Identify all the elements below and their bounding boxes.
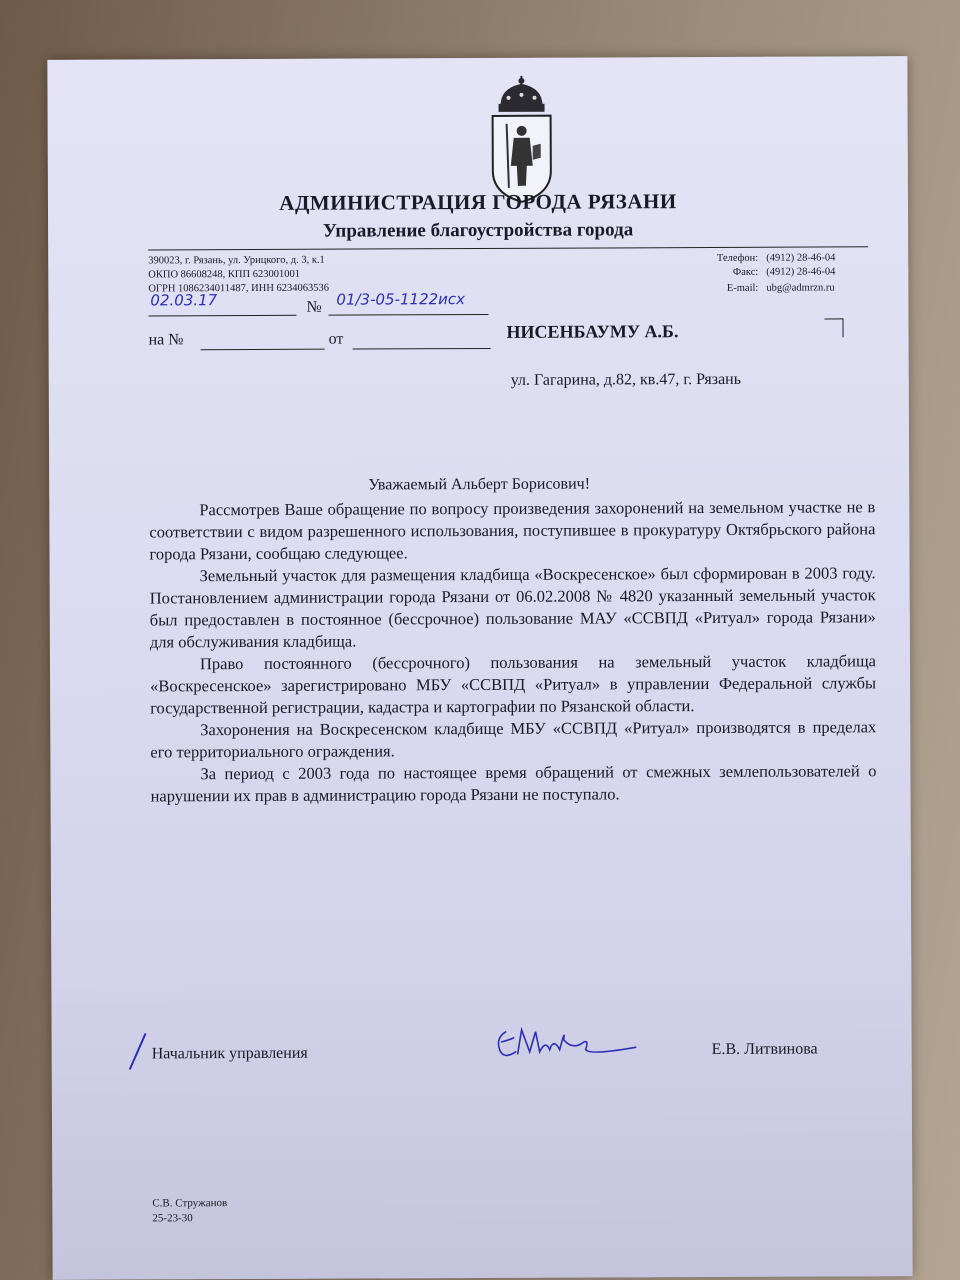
letter-sheet [47, 56, 912, 1280]
executor-phone: 25-23-30 [152, 1212, 193, 1225]
letter-paragraph: За период с 2003 года по настоящее время обращений от смежных землепользователей о нарушении их прав в администрацию города Рязани не поступало. [150, 761, 877, 806]
letter-greeting: Уважаемый Альберт Борисович! [368, 475, 591, 494]
letter-paragraph: Захоронения на Воскресенском кладбище МБУ «ССВПД «Ритуал» производятся в пределах его территориального ограждения. [150, 717, 877, 762]
letter-body [149, 496, 876, 807]
signatory-title: Начальник управления [151, 1044, 308, 1063]
ref-from-underline [353, 348, 491, 350]
email-label: E-mail: [726, 282, 759, 294]
handwritten-signature-icon [490, 1019, 640, 1065]
phone-value: (4912) 28-46-04 [766, 252, 836, 264]
fax-value: (4912) 28-46-04 [766, 266, 836, 278]
org-okpo-kpp: ОКПО 86608248, КПП 623001001 [148, 268, 300, 281]
signatory-name: Е.В. Литвинова [711, 1040, 818, 1058]
recipient-corner-bracket [824, 318, 843, 337]
org-title: АДМИНИСТРАЦИЯ ГОРОДА РЯЗАНИ [279, 189, 677, 215]
letter-paragraph: Земельный участок для размещения кладбища «Воскресенское» был сформирован в 2003 году. Постановлением администрации города Рязани от 06.02.2008 № 4820 указанный земельный участок был предоставлен в постоянное (бессрочное) пользование МАУ «ССВПД «Ритуал» города Рязани» для обслуживания кладбища. [149, 563, 876, 652]
recipient-address: ул. Гагарина, д.82, кв.47, г. Рязань [510, 370, 742, 389]
org-address: 390023, г. Рязань, ул. Урицкого, д. 3, к.1 [148, 254, 325, 267]
letter-paragraph: Рассмотрев Ваше обращение по вопросу произведения захоронений на земельном участке не в соответствии с видом разрешенного использования, поступившее в прокуратуру Октябрьского района города Рязани, сообщаю следующее. [149, 497, 876, 564]
ref-number-underline [201, 349, 325, 351]
header-divider [148, 246, 868, 250]
phone-label: Телефон: [716, 252, 759, 264]
number-label: № [306, 298, 322, 316]
handwritten-tick-icon [126, 1031, 148, 1071]
ref-number-label: на № [148, 331, 184, 349]
ref-from-label: от [328, 330, 344, 348]
email-value: ubg@admrzn.ru [766, 282, 835, 294]
letter-paragraph: Право постоянного (бессрочного) пользования на земельный участок кладбища «Воскресенское» зарегистрировано МБУ «ССВПД «Ритуал» в управлении Федеральной службы государственной регистрации, кадастра и картографии по Рязанской области. [150, 651, 877, 718]
outgoing-date: 02.03.17 [150, 291, 218, 310]
ryazan-coat-of-arms-icon [482, 76, 561, 206]
date-underline [148, 315, 296, 317]
org-subtitle: Управление благоустройства города [322, 219, 634, 242]
executor-name: С.В. Стружанов [152, 1197, 228, 1210]
number-underline [328, 314, 488, 316]
recipient-name: НИСЕНБАУМУ А.Б. [506, 321, 679, 342]
org-ogrn-inn: ОГРН 1086234011487, ИНН 6234063536 [148, 282, 330, 295]
outgoing-number: 01/3-05-1122исх [336, 290, 466, 309]
fax-label: Факс: [732, 266, 759, 278]
